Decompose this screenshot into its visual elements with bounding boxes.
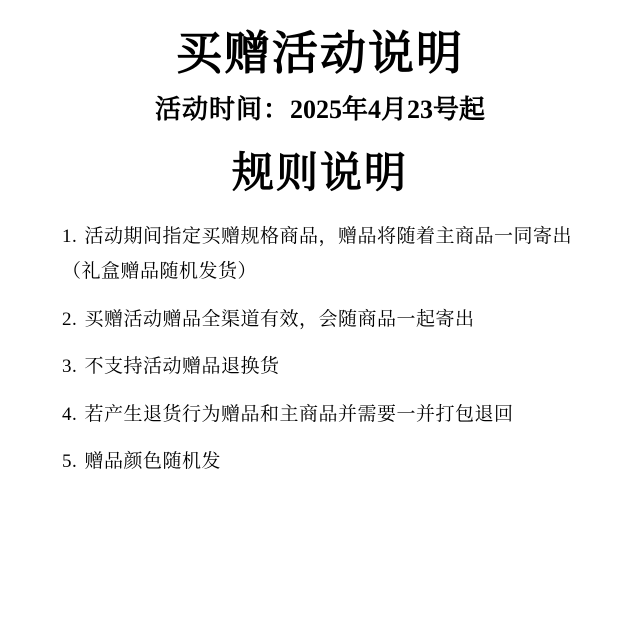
activity-period-value: 2025年4月23号起 [290,94,486,124]
list-item [62,305,600,334]
rule-text: 不支持活动赠品退换货 [84,356,280,378]
rule-text: 若产生退货行为赠品和主商品并需要一并打包退回 [84,403,514,425]
rule-number: 5. [62,451,78,473]
rule-text: 赠品颜色随机发 [84,451,222,473]
activity-period [26,89,614,126]
page-title: 买赠活动说明 [176,28,464,79]
list-item [62,447,600,476]
rule-number: 2. [62,308,78,330]
rules-list [26,222,614,495]
rule-number: 3. [62,356,78,378]
list-item [62,400,600,429]
rule-continuation: （礼盒赠品随机发货） [62,261,258,283]
rule-number: 1. [62,225,78,247]
rule-text: 买赠活动赠品全渠道有效，会随商品一起寄出 [84,308,475,330]
rules-section-title: 规则说明 [231,150,408,197]
list-item [62,222,600,251]
list-item [62,352,600,381]
rule-text: 活动期间指定买赠规格商品，赠品将随着主商品一同寄出 [84,225,573,247]
activity-period-label: 活动时间： [154,94,290,124]
rule-number: 4. [62,403,78,425]
